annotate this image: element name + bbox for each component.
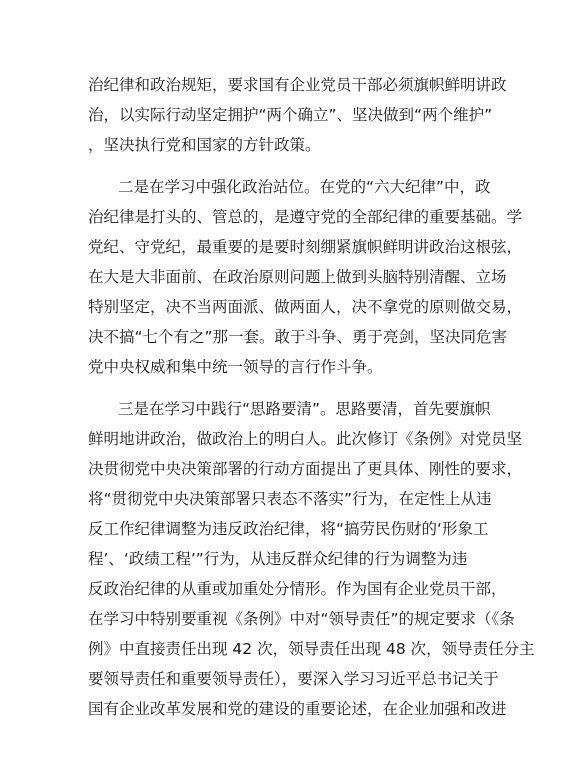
text-line: 特别坚定，决不当两面派、做两面人，决不拿党的原则做交易，	[88, 298, 523, 316]
text-line: 鲜明地讲政治，做政治上的明白人。此次修订《条例》对党员坚	[88, 430, 523, 448]
text-line: 党纪、守党纪，最重要的是要时刻绷紧旗帜鲜明讲政治这根弦，	[88, 238, 523, 256]
text-line: 例》中直接责任出现 42 次，领导责任出现 48 次，领导责任分主	[88, 640, 535, 658]
text-line: 程’、‘政绩工程’”行为，从违反群众纪律的行为调整为违	[88, 550, 468, 568]
text-line: 决贯彻党中央决策部署的行动方面提出了更具体、刚性的要求，	[88, 460, 523, 478]
body-text	[88, 70, 535, 724]
text-line: 在学习中特别要重视《条例》中对“领导责任”的规定要求（《条	[88, 610, 515, 628]
paragraph	[88, 172, 523, 382]
text-line: 将“贯彻党中央决策部署只表态不落实”行为，在定性上从违	[88, 490, 492, 508]
text-line: 反工作纪律调整为违反政治纪律，将“搞劳民伤财的‘形象工	[88, 520, 489, 538]
text-line: 要领导责任和重要领导责任），要深入学习习近平总书记关于	[88, 670, 499, 688]
text-line: 三是在学习中践行“思路要清”。思路要清，首先要旗帜	[118, 400, 491, 418]
paragraph	[88, 70, 508, 160]
text-line: 二是在学习中强化政治站位。在党的“六大纪律”中，政	[118, 178, 491, 196]
text-line: 党中央权威和集中统一领导的言行作斗争。	[88, 358, 383, 376]
paragraph	[88, 394, 535, 724]
text-line: 在大是大非面前、在政治原则问题上做到头脑特别清醒、立场	[88, 268, 507, 286]
text-line: 治，以实际行动坚定拥护“两个确立”、坚决做到“两个维护”	[88, 106, 493, 124]
text-line: 决不搞“七个有之”那一套。敢于斗争、勇于亮剑，坚决同危害	[88, 328, 508, 346]
text-line: ，坚决执行党和国家的方针政策。	[88, 136, 321, 154]
text-line: 反政治纪律的从重或加重处分情形。作为国有企业党员干部，	[88, 580, 507, 598]
text-line: 治纪律是打头的、管总的，是遵守党的全部纪律的重要基础。学	[88, 208, 523, 226]
text-line: 国有企业改革发展和党的建设的重要论述，在企业加强和改进	[88, 700, 507, 718]
text-line: 治纪律和政治规矩，要求国有企业党员干部必须旗帜鲜明讲政	[88, 76, 507, 94]
